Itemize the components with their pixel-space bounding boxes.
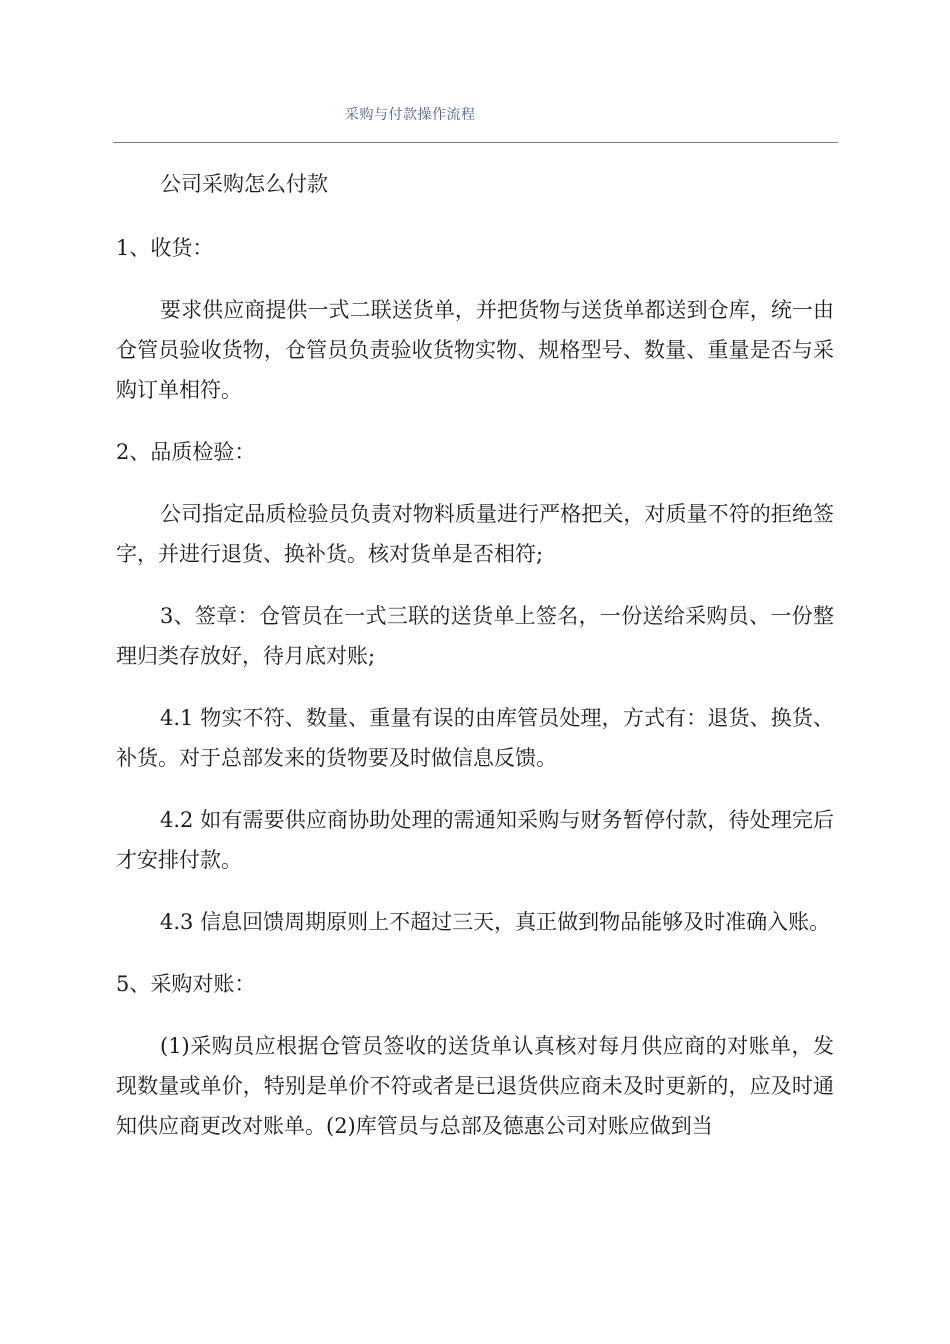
- section-2-title: 2、品质检验：: [116, 440, 256, 464]
- section-4-2-body: 4.2 如有需要供应商协助处理的需通知采购与财务暂停付款，待处理完后才安排付款。: [116, 808, 834, 872]
- section-5-title: 5、采购对账：: [116, 972, 256, 996]
- document-heading: 公司采购怎么付款: [160, 172, 328, 196]
- running-header-title: 采购与付款操作流程: [345, 107, 476, 123]
- section-2-body: 公司指定品质检验员负责对物料质量进行严格把关，对质量不符的拒绝签字，并进行退货、换补货。核对货单是否相符;: [116, 502, 834, 566]
- section-3-body: 3、签章：仓管员在一式三联的送货单上签名，一份送给采购员、一份整理归类存放好，待月底对账;: [116, 604, 834, 668]
- section-5-body: (1)采购员应根据仓管员签收的送货单认真核对每月供应商的对账单，发现数量或单价，特别是单价不符或者是已退货供应商未及时更新的，应及时通知供应商更改对账单。(2)库管员与总部及德惠公司对账应做到当: [116, 1034, 834, 1138]
- section-4-1-body: 4.1 物实不符、数量、重量有误的由库管员处理，方式有：退货、换货、补货。对于总部发来的货物要及时做信息反馈。: [116, 706, 834, 770]
- document-body: [116, 164, 834, 1168]
- section-1-title: 1、收货：: [116, 236, 214, 260]
- header-divider: [113, 142, 838, 143]
- section-4-3-body: 4.3 信息回馈周期原则上不超过三天，真正做到物品能够及时准确入账。: [160, 910, 831, 934]
- section-1-body: 要求供应商提供一式二联送货单，并把货物与送货单都送到仓库，统一由仓管员验收货物，仓管员负责验收货物实物、规格型号、数量、重量是否与采购订单相符。: [116, 298, 834, 402]
